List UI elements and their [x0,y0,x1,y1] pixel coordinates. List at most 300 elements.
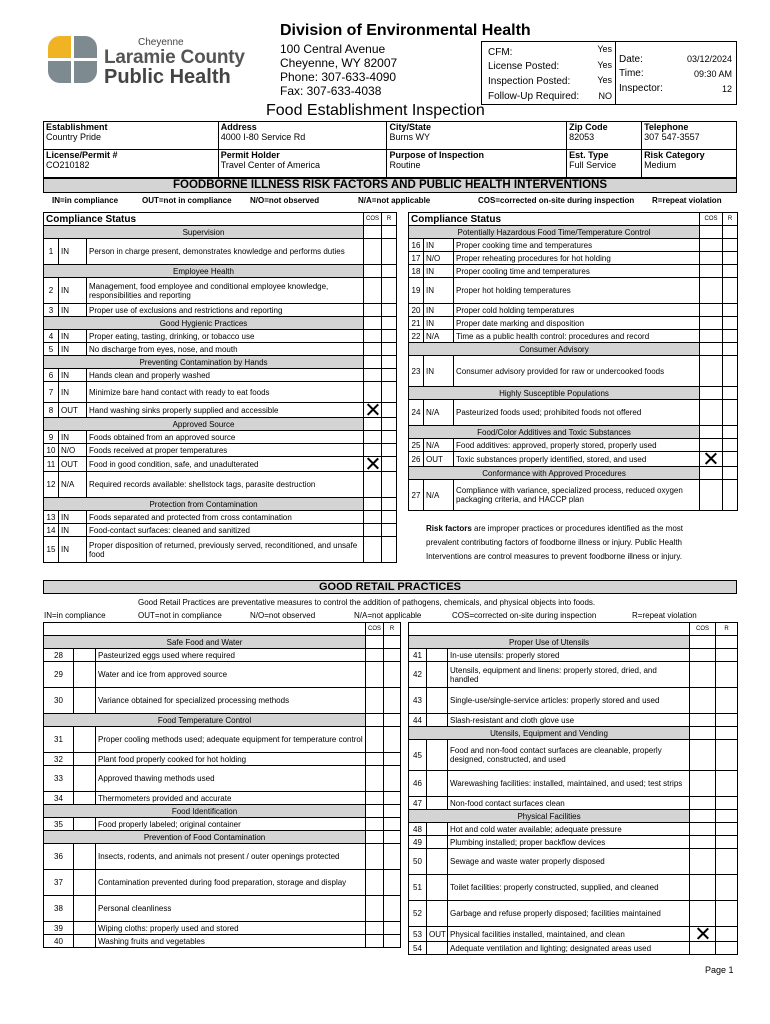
cos-cell[interactable] [364,278,382,304]
repeat-cell[interactable] [723,356,738,387]
cos-cell[interactable] [364,304,382,317]
item-number: 44 [409,714,427,727]
cos-cell[interactable] [690,649,716,662]
repeat-cell[interactable] [384,831,401,844]
zip-cell [567,122,642,150]
item-status[interactable] [74,818,96,831]
legend-out: OUT=not in compliance [142,196,232,205]
repeat-cell[interactable] [382,403,397,418]
cos-cell[interactable] [690,740,716,771]
compliance-row [44,818,401,831]
address-label: Address [220,122,257,132]
repeat-cell[interactable] [384,935,401,948]
cos-cell[interactable] [366,818,384,831]
repeat-cell[interactable] [382,278,397,304]
item-description: Non-food contact surfaces clean [448,797,690,810]
repeat-cell[interactable] [723,252,738,265]
subsection-row [44,714,401,727]
item-description: Sewage and waste water properly disposed [448,849,690,875]
repeat-cell[interactable] [382,431,397,444]
cos-cell[interactable] [700,317,723,330]
repeat-cell[interactable] [723,480,738,511]
repeat-cell[interactable] [716,823,738,836]
header-row [409,213,738,226]
repeat-cell[interactable] [716,636,738,649]
item-number: 54 [409,942,427,955]
item-status[interactable] [74,935,96,948]
compliance-row [409,836,738,849]
repeat-cell[interactable] [723,467,738,480]
license-value: CO210182 [46,160,90,170]
purpose-cell [387,150,567,178]
item-number: 35 [44,818,74,831]
item-status[interactable] [427,942,448,955]
cos-cell[interactable] [364,403,382,418]
cos-cell[interactable] [700,439,723,452]
repeat-cell[interactable] [382,418,397,431]
risk-category-cell [642,150,737,178]
compliance-row [44,896,401,922]
repeat-cell[interactable] [723,317,738,330]
cos-cell[interactable] [700,265,723,278]
item-description: Pasteurized eggs used where required [96,649,366,662]
item-description: Compliance with variance, specialized process, reduced oxygen packaging criteria, and HACCP plan [454,480,700,511]
repeat-cell[interactable] [382,304,397,317]
cos-cell[interactable] [690,688,716,714]
item-status[interactable]: IN [424,239,454,252]
repeat-cell[interactable] [384,766,401,792]
item-status[interactable] [427,836,448,849]
cos-cell[interactable] [364,239,382,265]
cos-cell[interactable] [364,537,382,563]
address-line: Cheyenne, WY 82007 [280,56,398,70]
holder-value: Travel Center of America [220,160,320,170]
item-number: 28 [44,649,74,662]
repeat-cell[interactable] [382,444,397,457]
item-status[interactable] [74,753,96,766]
repeat-cell[interactable] [382,524,397,537]
item-status[interactable] [427,771,448,797]
repeat-cell[interactable] [716,875,738,901]
item-status[interactable]: N/A [424,480,454,511]
cos-cell[interactable] [690,771,716,797]
item-status[interactable]: IN [424,304,454,317]
repeat-cell[interactable] [723,330,738,343]
repeat-cell[interactable] [382,330,397,343]
compliance-row [44,444,397,457]
repeat-cell[interactable] [723,304,738,317]
cos-cell[interactable] [366,649,384,662]
cos-cell[interactable] [700,343,723,356]
subsection-title: Consumer Advisory [409,343,700,356]
item-status[interactable] [427,849,448,875]
compliance-row [409,330,738,343]
item-description: Hands clean and properly washed [87,369,364,382]
item-status[interactable]: OUT [424,452,454,467]
compliance-row [44,278,397,304]
repeat-cell[interactable] [384,896,401,922]
cos-cell[interactable] [364,369,382,382]
item-status[interactable] [427,740,448,771]
repeat-cell[interactable] [723,426,738,439]
cfm-label: CFM: [488,47,513,58]
cos-cell[interactable] [700,480,723,511]
compliance-row [409,688,738,714]
item-status[interactable] [74,649,96,662]
cos-cell[interactable] [690,836,716,849]
subsection-row [409,636,738,649]
repeat-cell[interactable] [723,439,738,452]
legend-no: N/O=not observed [250,196,320,205]
license-posted-value: Yes [597,60,612,70]
date-label: Date: [619,54,643,65]
cos-cell[interactable] [690,927,716,942]
cos-cell[interactable] [700,304,723,317]
item-number: 38 [44,896,74,922]
item-status[interactable]: OUT [59,457,87,472]
cos-cell[interactable] [700,239,723,252]
item-description: Proper date marking and disposition [454,317,700,330]
item-status[interactable]: IN [59,431,87,444]
subsection-row [409,467,738,480]
repeat-cell[interactable] [382,343,397,356]
subsection-title: Potentially Hazardous Food Time/Temperature Control [409,226,700,239]
item-status[interactable]: N/A [424,439,454,452]
item-status[interactable]: IN [59,304,87,317]
item-description: Food-contact surfaces: cleaned and sanitized [87,524,364,537]
cos-cell[interactable] [366,714,384,727]
compliance-row [409,927,738,942]
legend-out: OUT=not in compliance [138,611,222,620]
cos-cell[interactable] [364,418,382,431]
repeat-cell[interactable] [384,805,401,818]
item-description: Hot and cold water available; adequate pressure [448,823,690,836]
item-status[interactable]: IN [59,511,87,524]
cos-cell[interactable] [366,792,384,805]
repeat-cell[interactable] [384,727,401,753]
repeat-cell[interactable] [384,753,401,766]
cos-cell[interactable] [700,426,723,439]
repeat-cell[interactable] [382,239,397,265]
repeat-cell[interactable] [384,688,401,714]
repeat-cell[interactable] [716,797,738,810]
risk-note-text: are improper practices or procedures identified as the most prevalent contributing factors of foodborne illness or injury. Public Health Interventions are control measures to prevent foodborne illness or injury. [426,524,684,561]
purpose-value: Routine [389,160,421,170]
cos-cell[interactable] [364,382,382,403]
establishment-info-table [43,121,737,178]
repeat-cell[interactable] [382,369,397,382]
item-status[interactable]: IN [424,317,454,330]
cos-cell[interactable] [700,278,723,304]
violation-x-mark [366,403,380,415]
repeat-cell[interactable] [716,727,738,740]
cos-cell[interactable] [364,524,382,537]
cos-cell[interactable] [700,400,723,426]
subsection-title: Supervision [44,226,364,239]
item-number: 27 [409,480,424,511]
item-status[interactable] [74,688,96,714]
compliance-row [44,844,401,870]
cos-cell[interactable] [690,714,716,727]
item-number: 8 [44,403,59,418]
repeat-cell[interactable] [716,901,738,927]
inspector-value: 12 [721,84,732,94]
compliance-row [44,369,397,382]
subsection-row [409,226,738,239]
subsection-title: Food Temperature Control [44,714,366,727]
cos-cell[interactable] [366,688,384,714]
item-status[interactable] [74,844,96,870]
cos-cell[interactable] [700,226,723,239]
cos-cell[interactable] [364,498,382,511]
cos-cell[interactable] [364,511,382,524]
repeat-cell[interactable] [382,537,397,563]
item-description: Proper cooling methods used; adequate equipment for temperature control [96,727,366,753]
item-status[interactable]: N/O [424,252,454,265]
cos-cell[interactable] [700,387,723,400]
compliance-row [409,304,738,317]
est-type-cell [567,150,642,178]
item-status[interactable] [427,714,448,727]
repeat-cell[interactable] [716,771,738,797]
subsection-title: Good Hygienic Practices [44,317,364,330]
legend-in: IN=in compliance [44,611,106,620]
repeat-cell[interactable] [382,317,397,330]
item-status[interactable]: N/O [59,444,87,457]
cos-cell[interactable] [690,636,716,649]
item-status[interactable]: IN [59,330,87,343]
repeat-header: R [384,623,401,636]
item-status[interactable] [427,901,448,927]
repeat-cell[interactable] [384,636,401,649]
item-number: 36 [44,844,74,870]
repeat-cell[interactable] [382,457,397,472]
cos-cell[interactable] [366,636,384,649]
cos-cell[interactable] [366,935,384,948]
compliance-status-header [409,623,690,636]
item-number: 51 [409,875,427,901]
repeat-cell[interactable] [716,714,738,727]
repeat-cell[interactable] [723,265,738,278]
item-description: Wiping cloths: properly used and stored [96,922,366,935]
date-value: 03/12/2024 [686,54,732,64]
cos-cell[interactable] [364,265,382,278]
cos-cell[interactable] [366,844,384,870]
item-description: Washing fruits and vegetables [96,935,366,948]
cos-cell[interactable] [690,810,716,823]
header-row [44,213,397,226]
compliance-row [409,797,738,810]
item-status[interactable] [427,875,448,901]
item-number: 29 [44,662,74,688]
repeat-cell[interactable] [716,927,738,942]
item-status[interactable] [74,662,96,688]
cos-cell[interactable] [366,805,384,818]
compliance-row [44,382,397,403]
repeat-cell[interactable] [723,278,738,304]
cos-cell[interactable] [690,875,716,901]
cos-cell[interactable] [364,330,382,343]
compliance-row [44,688,401,714]
cos-cell[interactable] [700,356,723,387]
item-status[interactable]: IN [59,239,87,265]
cos-cell[interactable] [366,831,384,844]
repeat-cell[interactable] [716,662,738,688]
cos-cell[interactable] [366,766,384,792]
item-status[interactable] [427,797,448,810]
cos-cell[interactable] [364,472,382,498]
cfm-value: Yes [597,44,612,54]
cos-cell[interactable] [364,431,382,444]
item-status[interactable] [427,662,448,688]
item-status[interactable] [74,870,96,896]
repeat-cell[interactable] [382,498,397,511]
cos-cell[interactable] [690,901,716,927]
item-status[interactable] [74,792,96,805]
repeat-cell[interactable] [384,714,401,727]
cos-cell[interactable] [364,356,382,369]
cos-cell[interactable] [366,896,384,922]
inspection-posted-value: Yes [597,75,612,85]
fax-line: Fax: 307-633-4038 [280,84,382,98]
repeat-cell[interactable] [723,400,738,426]
item-number: 21 [409,317,424,330]
repeat-cell[interactable] [382,356,397,369]
cos-cell[interactable] [364,226,382,239]
cos-cell[interactable] [690,662,716,688]
cos-cell[interactable] [690,797,716,810]
repeat-cell[interactable] [382,382,397,403]
subsection-row [409,343,738,356]
cos-cell[interactable] [364,444,382,457]
item-description: No discharge from eyes, nose, and mouth [87,343,364,356]
item-status[interactable] [427,688,448,714]
compliance-row [44,511,397,524]
repeat-cell[interactable] [716,688,738,714]
repeat-cell[interactable] [716,740,738,771]
item-status[interactable] [74,896,96,922]
item-status[interactable]: IN [424,356,454,387]
cos-cell[interactable] [690,727,716,740]
page-number: Page 1 [705,965,734,975]
repeat-cell[interactable] [382,265,397,278]
cos-cell[interactable] [690,942,716,955]
repeat-cell[interactable] [384,792,401,805]
cos-cell[interactable] [366,870,384,896]
item-description: Utensils, equipment and linens: properly stored, dried, and handled [448,662,690,688]
repeat-cell[interactable] [384,844,401,870]
cos-cell[interactable] [366,662,384,688]
item-status[interactable] [427,649,448,662]
item-status[interactable]: IN [59,343,87,356]
repeat-cell[interactable] [716,810,738,823]
item-number: 22 [409,330,424,343]
repeat-cell[interactable] [384,818,401,831]
repeat-cell[interactable] [384,922,401,935]
repeat-cell[interactable] [723,226,738,239]
cos-cell[interactable] [366,727,384,753]
cos-cell[interactable] [700,467,723,480]
repeat-cell[interactable] [382,226,397,239]
cos-cell[interactable] [700,452,723,467]
cos-cell[interactable] [700,252,723,265]
repeat-cell[interactable] [716,942,738,955]
item-status[interactable]: N/A [424,400,454,426]
item-status[interactable]: OUT [59,403,87,418]
compliance-row [409,480,738,511]
item-status[interactable]: OUT [427,927,448,942]
item-status[interactable]: IN [59,278,87,304]
item-status[interactable]: N/A [59,472,87,498]
legend-cos: COS=corrected on-site during inspection [452,611,597,620]
repeat-cell[interactable] [384,870,401,896]
repeat-cell[interactable] [384,649,401,662]
subsection-row [409,810,738,823]
cos-cell[interactable] [364,457,382,472]
item-status[interactable] [74,922,96,935]
repeat-cell[interactable] [723,239,738,252]
item-number: 9 [44,431,59,444]
subsection-title: Food/Color Additives and Toxic Substances [409,426,700,439]
item-number: 50 [409,849,427,875]
item-status[interactable]: IN [424,265,454,278]
repeat-cell[interactable] [723,343,738,356]
repeat-cell[interactable] [716,649,738,662]
compliance-row [409,662,738,688]
compliance-row [44,662,401,688]
cos-cell[interactable] [364,317,382,330]
subsection-row [409,727,738,740]
item-number: 24 [409,400,424,426]
item-status[interactable]: IN [59,369,87,382]
follow-up-value: NO [598,91,612,101]
item-description: Foods obtained from an approved source [87,431,364,444]
cos-cell[interactable] [366,753,384,766]
legend-r: R=repeat violation [632,611,697,620]
retail-legend [44,611,734,621]
item-status[interactable]: IN [59,382,87,403]
repeat-cell[interactable] [382,472,397,498]
cos-cell[interactable] [690,823,716,836]
item-description: Water and ice from approved source [96,662,366,688]
item-number: 7 [44,382,59,403]
license-cell [44,150,219,178]
repeat-cell[interactable] [384,662,401,688]
item-description: Food properly labeled; original container [96,818,366,831]
cos-cell[interactable] [690,849,716,875]
item-status[interactable]: IN [59,524,87,537]
item-status[interactable] [74,727,96,753]
item-status[interactable]: IN [59,537,87,563]
cos-cell[interactable] [364,343,382,356]
repeat-cell[interactable] [716,849,738,875]
compliance-row [409,356,738,387]
item-number: 42 [409,662,427,688]
item-number: 48 [409,823,427,836]
repeat-cell[interactable] [716,836,738,849]
repeat-cell[interactable] [723,452,738,467]
item-status[interactable] [74,766,96,792]
item-status[interactable]: N/A [424,330,454,343]
cos-cell[interactable] [700,330,723,343]
cos-cell[interactable] [366,922,384,935]
item-status[interactable] [427,823,448,836]
item-status[interactable]: IN [424,278,454,304]
subsection-row [44,317,397,330]
address-value: 4000 I-80 Service Rd [220,132,306,142]
repeat-cell[interactable] [382,511,397,524]
repeat-cell[interactable] [723,387,738,400]
